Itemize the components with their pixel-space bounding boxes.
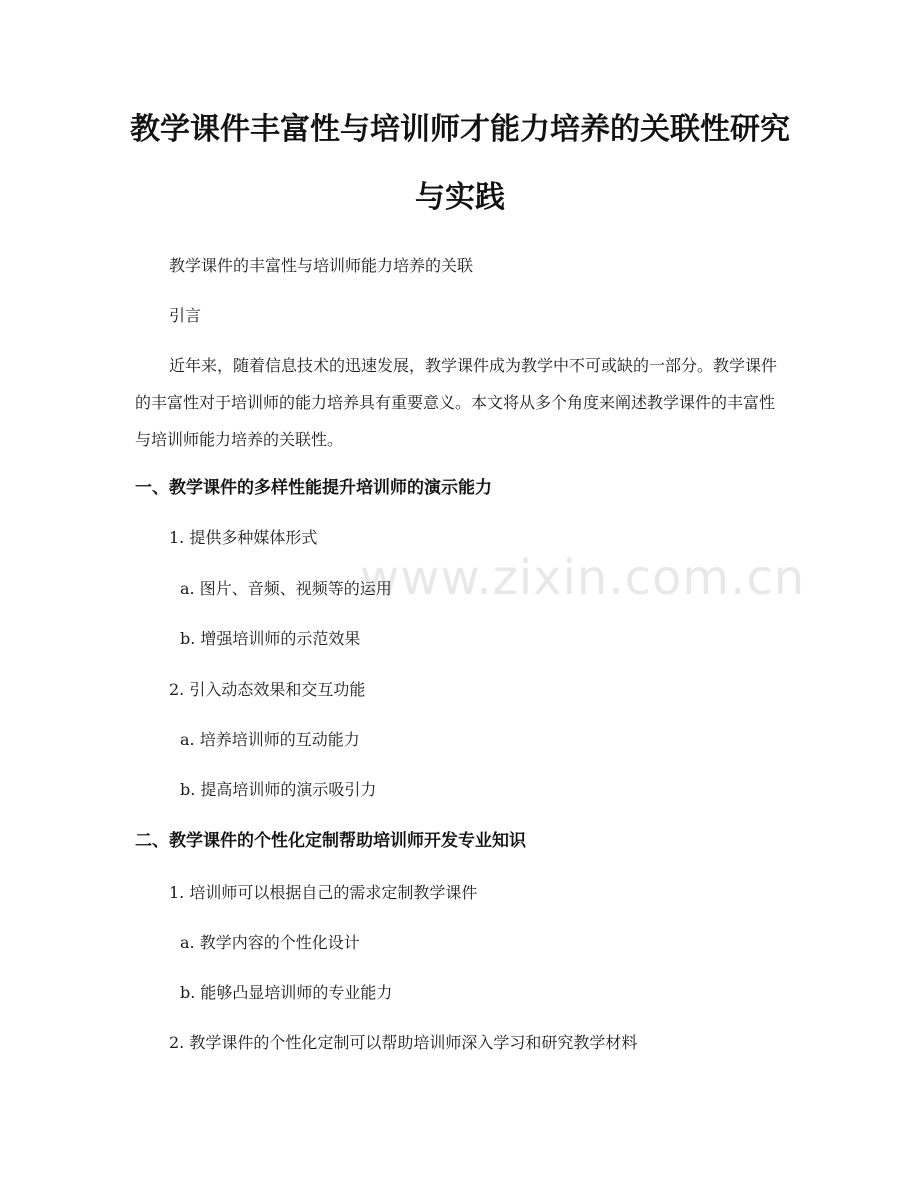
section-1-item-2-sub-a: a. 培养培训师的互动能力 xyxy=(180,730,360,749)
section-1-item-1-sub-b: b. 增强培训师的示范效果 xyxy=(180,629,361,648)
subtitle-line: 教学课件的丰富性与培训师能力培养的关联 xyxy=(169,256,474,275)
section-2-item-1-sub-b: b. 能够凸显培训师的专业能力 xyxy=(180,983,393,1002)
intro-paragraph: 近年来，随着信息技术的迅速发展，教学课件成为教学中不可或缺的一部分。教学课件的丰富性对于培训师的能力培养具有重要意义。本文将从多个角度来阐述教学课件的丰富性与培训师能力培养的关联性。 xyxy=(135,356,778,449)
section-2-item-2: 2. 教学课件的个性化定制可以帮助培训师深入学习和研究教学材料 xyxy=(169,1033,638,1052)
section-1-heading: 一、教学课件的多样性能提升培训师的演示能力 xyxy=(135,478,492,498)
section-2-item-1-sub-a: a. 教学内容的个性化设计 xyxy=(180,933,360,952)
section-2-item-1: 1. 培训师可以根据自己的需求定制教学课件 xyxy=(169,883,478,902)
watermark: www.zixin.com.cn xyxy=(360,550,806,606)
intro-label: 引言 xyxy=(169,306,202,325)
document-title: 教学课件丰富性与培训师才能力培养的关联性研究与实践 xyxy=(130,112,790,215)
section-1-item-1: 1. 提供多种媒体形式 xyxy=(169,528,318,547)
section-1-item-2: 2. 引入动态效果和交互功能 xyxy=(169,680,366,699)
section-1-item-1-sub-a: a. 图片、音频、视频等的运用 xyxy=(180,579,392,598)
section-1-item-2-sub-b: b. 提高培训师的演示吸引力 xyxy=(180,780,377,799)
section-2-heading: 二、教学课件的个性化定制帮助培训师开发专业知识 xyxy=(135,831,526,851)
